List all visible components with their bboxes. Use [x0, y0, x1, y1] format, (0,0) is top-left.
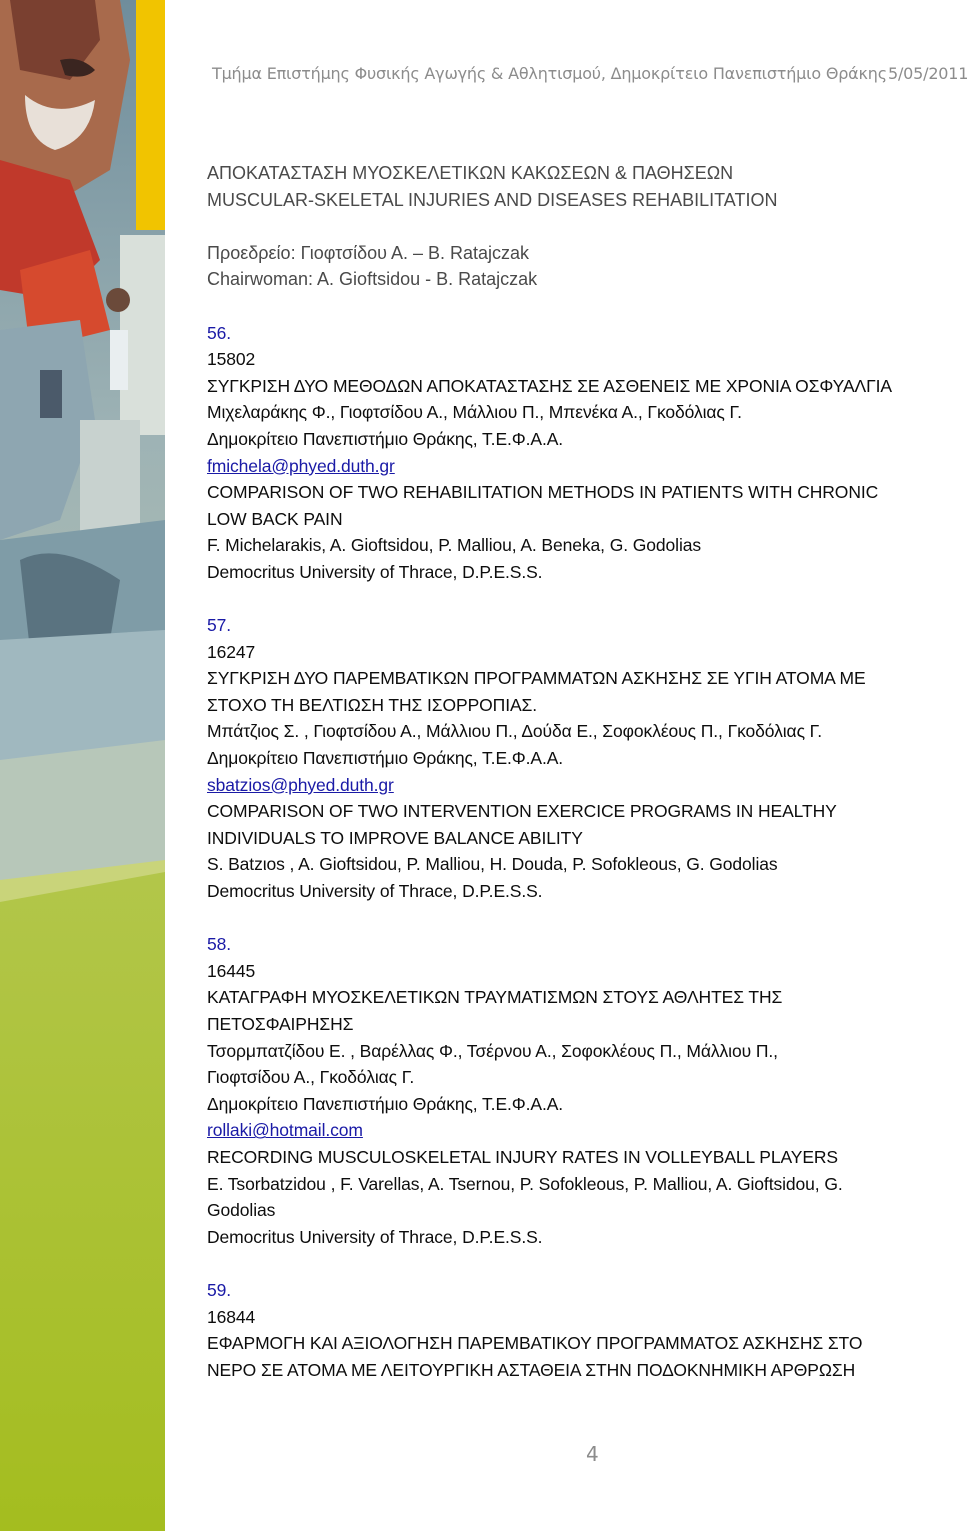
abstract-email-link[interactable]: rollaki@hotmail.com [207, 1120, 363, 1141]
abstract-number: 57. [207, 615, 232, 636]
abstract-title-greek: ΕΦΑΡΜΟΓΗ ΚΑΙ ΑΞΙΟΛΟΓΗΣΗ ΠΑΡΕΜΒΑΤΙΚΟΥ ΠΡΟΓΡΑΜΜΑΤΟΣ ΑΣΚΗΣΗΣ ΣΤΟ [207, 1333, 863, 1354]
abstract-affiliation-english: Democritus University of Thrace, D.P.E.S.S. [207, 1226, 543, 1247]
abstract-email-link[interactable]: fmichela@phyed.duth.gr [207, 455, 395, 476]
abstract-code: 16247 [207, 641, 256, 662]
abstract-title-english: LOW BACK PAIN [207, 508, 343, 529]
abstract-affiliation-greek: Δημοκρίτειο Πανεπιστήμιο Θράκης, Τ.Ε.Φ.Α.Α. [207, 748, 564, 769]
abstract-title-english: RECORDING MUSCULOSKELETAL INJURY RATES IN VOLLEYBALL PLAYERS [207, 1146, 838, 1167]
abstract-number: 59. [207, 1279, 232, 1300]
abstract-authors-english: F. Michelarakis, A. Gioftsidou, P. Malliou, A. Beneka, G. Godolias [207, 535, 702, 556]
running-header-date: 5/05/2011 [888, 64, 968, 83]
running-header-title: Τμήμα Επιστήμης Φυσικής Αγωγής & Αθλητισμού, Δημοκρίτειο Πανεπιστήμιο Θράκης [212, 64, 887, 83]
abstract-code: 16844 [207, 1306, 256, 1327]
session-title-greek: ΑΠΟΚΑΤΑΣΤΑΣΗ ΜΥΟΣΚΕΛΕΤΙΚΩΝ ΚΑΚΩΣΕΩΝ & ΠΑΘΗΣΕΩΝ [207, 163, 734, 183]
abstract-list [207, 320, 960, 1384]
sidebar-artwork [0, 0, 165, 1531]
session-chair-greek: Προεδρείο: Γιοφτσίδου Α. – B. Ratajczak [207, 242, 530, 263]
abstract-authors-greek: Μπάτζιος Σ. , Γιοφτσίδου Α., Μάλλιου Π., Δούδα Ε., Σοφοκλέους Π., Γκοδόλιας Γ. [207, 721, 823, 742]
abstract-title-greek: ΝΕΡΟ ΣΕ ΑΤΟΜΑ ΜΕ ΛΕΙΤΟΥΡΓΙΚΗ ΑΣΤΑΘΕΙΑ ΣΤΗΝ ΠΟΔΟΚΝΗΜΙΚΗ ΑΡΘΡΩΣΗ [207, 1359, 856, 1380]
abstract-title-greek: ΚΑΤΑΓΡΑΦΗ ΜΥΟΣΚΕΛΕΤΙΚΩΝ ΤΡΑΥΜΑΤΙΣΜΩΝ ΣΤΟΥΣ ΑΘΛΗΤΕΣ ΤΗΣ [207, 987, 783, 1008]
abstract-title-greek: ΣΥΓΚΡΙΣΗ ΔΥΟ ΜΕΘΟΔΩΝ ΑΠΟΚΑΤΑΣΤΑΣΗΣ ΣΕ ΑΣΘΕΝΕΙΣ ΜΕ ΧΡΟΝΙΑ ΟΣΦΥΑΛΓΙΑ [207, 375, 892, 396]
abstract-affiliation-english: Democritus University of Thrace, D.P.E.S.S. [207, 561, 543, 582]
page-content [207, 160, 960, 1383]
abstract-title-greek: ΣΥΓΚΡΙΣΗ ΔΥΟ ΠΑΡΕΜΒΑΤΙΚΩΝ ΠΡΟΓΡΑΜΜΑΤΩΝ ΑΣΚΗΣΗΣ ΣΕ ΥΓΙΗ ΑΤΟΜΑ ΜΕ [207, 668, 866, 689]
session-title-english: MUSCULAR-SKELETAL INJURIES AND DISEASES REHABILITATION [207, 189, 778, 210]
abstract-number: 56. [207, 322, 232, 343]
abstract-authors-greek: Τσορμπατζίδου Ε. , Βαρέλλας Φ., Τσέρνου Α., Σοφοκλέους Π., Μάλλιου Π., [207, 1040, 778, 1061]
abstract-entry [207, 1277, 960, 1383]
abstract-code: 16445 [207, 960, 256, 981]
abstract-code: 15802 [207, 349, 256, 370]
abstract-title-english: COMPARISON OF TWO INTERVENTION EXERCICE PROGRAMS IN HEALTHY [207, 801, 837, 822]
session-chair-english: Chairwoman: A. Gioftsidou - B. Ratajczak [207, 269, 538, 290]
abstract-title-english: INDIVIDUALS TO IMPROVE BALANCE ABILITY [207, 827, 583, 848]
page-number: 4 [586, 1442, 599, 1466]
abstract-affiliation-greek: Δημοκρίτειο Πανεπιστήμιο Θράκης, Τ.Ε.Φ.Α.Α. [207, 1093, 564, 1114]
abstract-authors-english: E. Tsorbatzidou , F. Varellas, A. Tsernou, P. Sofokleous, P. Malliou, A. Gioftsidou, G. [207, 1173, 843, 1194]
abstract-entry [207, 612, 960, 905]
decorative-sidebar-photo [0, 0, 165, 1531]
abstract-entry [207, 931, 960, 1250]
abstract-affiliation-greek: Δημοκρίτειο Πανεπιστήμιο Θράκης, Τ.Ε.Φ.Α.Α. [207, 428, 564, 449]
abstract-number: 58. [207, 934, 232, 955]
abstract-authors-english: S. Batzιos , A. Gioftsidou, P. Malliou, H. Douda, P. Sofokleous, G. Godolias [207, 854, 778, 875]
abstract-entry [207, 320, 960, 586]
abstract-affiliation-english: Democritus University of Thrace, D.P.E.S.S. [207, 881, 543, 902]
abstract-email-link[interactable]: sbatzios@phyed.duth.gr [207, 774, 394, 795]
abstract-title-greek: ΠΕΤΟΣΦΑΙΡΗΣΗΣ [207, 1014, 354, 1034]
abstract-authors-english: Godolias [207, 1200, 276, 1221]
abstract-title-english: COMPARISON OF TWO REHABILITATION METHODS IN PATIENTS WITH CHRONIC [207, 482, 879, 503]
abstract-authors-greek: Γιοφτσίδου Α., Γκοδόλιας Γ. [207, 1067, 415, 1088]
abstract-authors-greek: Μιχελαράκης Φ., Γιοφτσίδου Α., Μάλλιου Π., Μπενέκα Α., Γκοδόλιας Γ. [207, 402, 742, 423]
abstract-title-greek: ΣΤΟΧΟ ΤΗ ΒΕΛΤΙΩΣΗ ΤΗΣ ΙΣΟΡΡΟΠΙΑΣ. [207, 694, 538, 715]
